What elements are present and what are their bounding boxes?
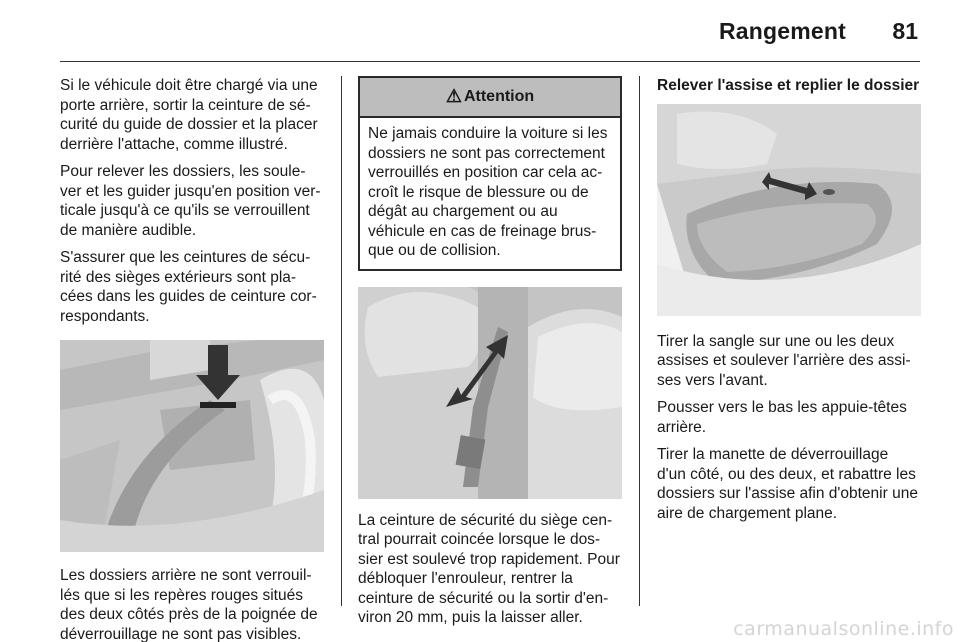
column-middle (358, 76, 622, 636)
column-left (60, 76, 326, 642)
warning-title: Attention (463, 88, 535, 106)
warning-header (360, 78, 620, 118)
paragraph: S'assurer que les ceintures de sécu-rité des sièges extérieurs sont pla-cées dans les guides de ceinture cor-respondants. (60, 249, 317, 325)
paragraph: Tirer la manette de déverrouillage d'un côté, ou des deux, et rabattre les dossiers sur l'assise afin d'obtenir une aire de chargement plane. (657, 446, 918, 522)
paragraph: La ceinture de sécurité du siège cen-tral pourrait coincée lorsque le dos-sier est soulevé trop rapidement. Pour débloquer l'enrouleur, rentrer la ceinture de sécurité ou la sortir d'en-viron 20 mm, puis la laisser aller. (358, 511, 620, 626)
column-divider (341, 76, 342, 606)
paragraph: Si le véhicule doit être chargé via une porte arrière, sortir la ceinture de sé-curité du guide de dossier et la placer derrière l'attache, comme illustré. (60, 77, 318, 153)
watermark: carmanualsonline.info (733, 618, 954, 640)
page-title: Rangement (718, 18, 846, 44)
warning-box (358, 76, 622, 271)
page-header (60, 0, 920, 62)
warning-triangle-icon: ⚠ (445, 86, 462, 107)
paragraph: Pour relever les dossiers, les soule-ver et les guider jusqu'en position ver-ticale jusqu'à ce qu'ils se verrouillent de manière audible. (60, 163, 321, 239)
section-subheading: Relever l'assise et replier le dossier (657, 77, 920, 94)
paragraph: Les dossiers arrière ne sont verrouil-lés que si les repères rouges situés des deux côtés près de la poignée de déverrouillage ne sont pas visibles. (60, 567, 318, 642)
seatbelt-guide-illustration (60, 340, 324, 552)
paragraph: Tirer la sangle sur une ou les deux assises et soulever l'arrière des assi-ses vers l'avant. (657, 332, 911, 389)
warning-text: Ne jamais conduire la voiture si les dossiers ne sont pas correctement verrouillés en position car cela ac-croît le risque de blessure ou de dégât au chargement ou au véhicule en cas de freinage brus-que ou de collision. (368, 125, 608, 259)
paragraph: Pousser vers le bas les appuie-têtes arrière. (657, 399, 907, 436)
center-seatbelt-illustration (358, 287, 622, 499)
seat-cushion-illustration (657, 104, 921, 316)
column-right (657, 76, 921, 531)
page-number: 81 (892, 18, 918, 44)
column-divider (639, 76, 640, 606)
